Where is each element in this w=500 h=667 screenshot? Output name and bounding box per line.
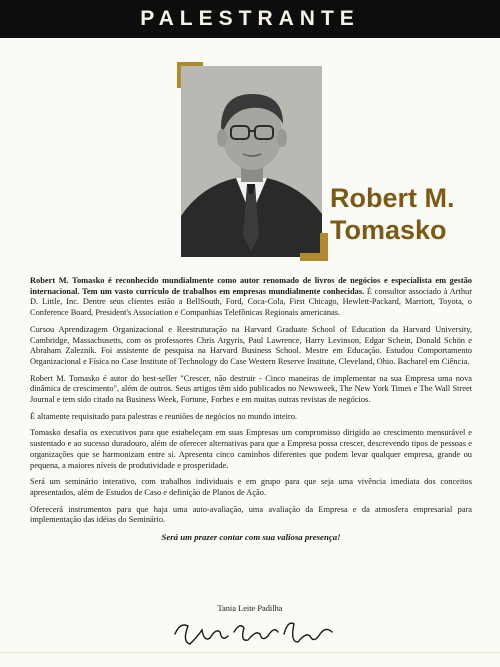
- speaker-name-last: Tomasko: [330, 215, 447, 245]
- signer-name: Tania Leite Padilha: [217, 604, 283, 613]
- handwritten-signature: [170, 612, 340, 652]
- bio-paragraph-3: Robert M. Tomasko é autor do best-seller "Crescer, não destruir - Cinco maneiras de implementar na sua Empresa uma nova dinâmica de crescimento", além de outros. Seus artigos têm sido publicados no Newsweek, The New York Times e The Wall Street Journal e tem sido citado na Business Week, Fortune, Forbes e em muitas outras revistas de negócios.: [30, 373, 472, 405]
- portrait-illustration: [181, 66, 322, 257]
- bio-paragraph-2: Cursou Aprendizagem Organizacional e Reestruturação na Harvard Graduate School of Education da Harvard University, Cambridge, Massachusetts, com os professores Chris Argyris, Paul Lawrence, Harry Levinson, Edgar Schein, Donald Schön e Abraham Zaleznik. Foi assistente de pesquisa na Harvard Business School. Mestre em Educação. Estudou Comportamento Organizacional e Física no Case Institute of Technology do Case Western Reserve Institute, Cleveland, Ohio. Bacharel em Ciência.: [30, 324, 472, 366]
- bio-lead: Robert M. Tomasko é reconhecido mundialmente como autor renomado de livros de negócios e especialista em gestão internacional. Tem um vasto currículo de trabalhos em empresas mundialmente conhecidas.: [30, 276, 472, 296]
- header-banner: [0, 0, 500, 38]
- bio-paragraph-6: Será um seminário interativo, com trabalhos individuais e em grupo para que seja uma vivência imediata dos conceitos apresentados, além de Estudos de Caso e definição de Planos de Ação.: [30, 477, 472, 497]
- bio-paragraph-7: Oferecerá instrumentos para que haja uma auto-avaliação, uma avaliação da Empresa e da atmosfera empresarial para implementação das idéias do Seminário.: [30, 504, 472, 525]
- speaker-name: [330, 182, 495, 246]
- bio-text: [30, 276, 472, 549]
- bio-paragraph-4: É altamente requisitado para palestras e reuniões de negócios no mundo inteiro.: [30, 411, 297, 421]
- signature-mark: [170, 612, 340, 652]
- gold-corner-bottom-right-vertical: [320, 233, 328, 261]
- speaker-name-first: Robert M.: [330, 183, 455, 213]
- bio-paragraph-5: Tomasko desafia os executivos para que estabeleçam em suas Empresas um compromisso dirigido ao crescimento mensurável e sustentado e ao sucesso duradouro, além de oferecer alternativas para que a Empresa possa crescer, descrevendo tipos de pessoas e organizações que se harmonizam entre si. Apresenta cinco caminhos diferentes que podem levar qualquer empresa, grande ou pequena, a maiores níveis de produtividade e prosperidade.: [30, 428, 472, 470]
- speaker-portrait: [181, 66, 322, 257]
- bio-paragraph-1-rest: É consultor associado à Arthur D. Little, Inc. Dentre seus clientes estão a BellSouth, Ford, Coca-Cola, First Chicago, Hewlett-Packard, Marriott, Toyota, o Conference Board, President's Association e Companhias Telefônicas Regionais americanas.: [30, 286, 472, 318]
- bio-paragraph-1: [30, 276, 472, 319]
- closing-line: Será um prazer contar com sua valiosa presença!: [161, 532, 341, 543]
- page-title: PALESTRANTE: [140, 7, 360, 30]
- bottom-edge: [0, 652, 500, 653]
